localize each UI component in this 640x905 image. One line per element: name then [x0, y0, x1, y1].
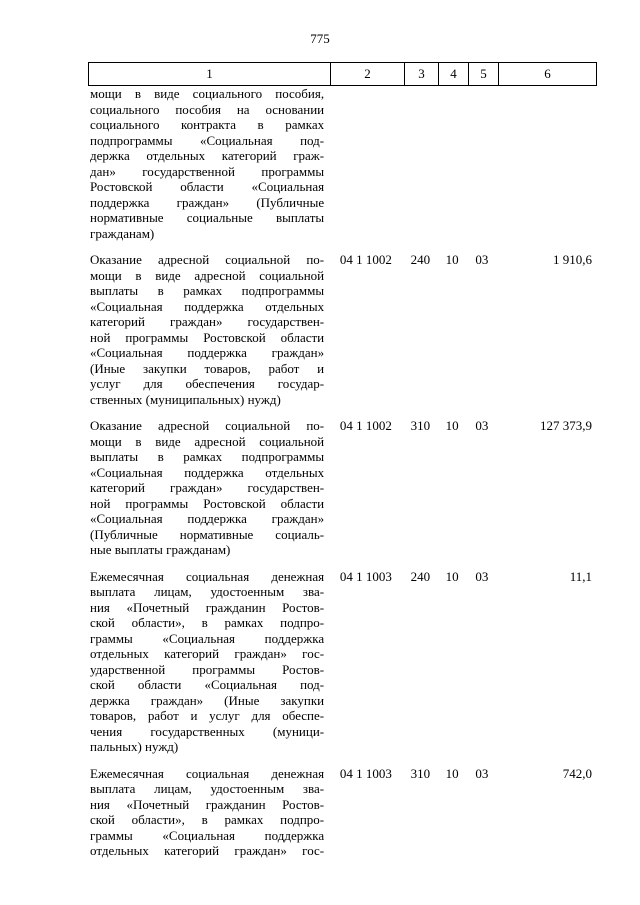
description-line: товаров, работ и услуг для обеспе-	[90, 708, 325, 723]
table-header	[88, 62, 597, 86]
description-line: «Социальная поддержка граждан»	[90, 511, 325, 526]
description-line: держка отдельных категорий граж-	[90, 148, 325, 163]
description-line: Ежемесячная социальная денежная	[90, 765, 325, 781]
table-row	[88, 569, 596, 755]
description-line: ственных (муниципальных) нужд)	[90, 391, 281, 407]
description-line: мощи в виде адресной социальной	[90, 433, 325, 449]
header-col-6: 6	[499, 63, 597, 85]
description-line: ской области», в рамках подпро-	[90, 812, 325, 827]
description-line: нормативные социальные выплаты	[90, 210, 325, 225]
table-row	[88, 766, 596, 859]
header-col-1: 1	[89, 63, 331, 85]
row-expense-type: 240	[410, 568, 431, 584]
description-line: мощи в виде социального пособия,	[90, 86, 325, 101]
row-section	[437, 86, 467, 241]
row-section: 10	[445, 568, 459, 584]
description-line: держка граждан» (Иные закупки	[90, 692, 325, 708]
row-section: 10	[445, 418, 459, 433]
row-description	[88, 86, 324, 241]
description-line: ные выплаты гражданам)	[90, 542, 231, 557]
table-row	[88, 86, 596, 241]
header-col-2: 2	[331, 63, 405, 85]
description-line: выплата лицам, удостоенным зва-	[90, 584, 325, 599]
description-line: социального контракта в рамках	[90, 117, 325, 132]
row-target-code: 04 1 1002	[339, 252, 392, 267]
row-description	[88, 252, 324, 407]
description-line: Оказание адресной социальной по-	[90, 418, 325, 433]
description-line: чения государственных (муници-	[90, 723, 325, 739]
description-line: граммы «Социальная поддержка	[90, 827, 325, 843]
row-amount: 1 910,6	[553, 252, 593, 267]
description-line: дан» государственной программы	[90, 163, 325, 179]
description-line: Оказание адресной социальной по-	[90, 252, 325, 267]
header-col-3: 3	[405, 63, 439, 85]
description-line: социального пособия на основании	[90, 101, 325, 117]
description-line: поддержка граждан» (Публичные	[90, 194, 325, 210]
description-line: категорий граждан» государствен-	[90, 314, 325, 329]
row-subsection: 03	[475, 418, 489, 433]
description-line: «Социальная поддержка отдельных	[90, 298, 325, 314]
row-description	[88, 569, 324, 755]
description-line: Ростовской области «Социальная	[90, 179, 325, 194]
row-amount: 742,0	[562, 765, 593, 781]
row-amount: 127 373,9	[540, 418, 593, 433]
row-target-code: 04 1 1002	[339, 418, 392, 433]
row-description	[88, 418, 324, 558]
row-expense-type: 310	[410, 765, 431, 781]
description-line: «Социальная поддержка граждан»	[90, 345, 325, 360]
row-expense-type: 240	[410, 252, 431, 267]
description-line: категорий граждан» государствен-	[90, 480, 325, 495]
description-line: ской области», в рамках подпро-	[90, 615, 325, 630]
header-col-5: 5	[469, 63, 499, 85]
description-line: выплата лицам, удостоенным зва-	[90, 781, 325, 796]
row-target-code: 04 1 1003	[339, 765, 392, 781]
row-subsection: 03	[475, 765, 489, 781]
description-line: отдельных категорий граждан» гос-	[90, 646, 325, 661]
description-line: отдельных категорий граждан» гос-	[90, 843, 325, 858]
description-line: выплаты в рамках подпрограммы	[90, 449, 325, 464]
description-line: ной программы Ростовской области	[90, 495, 325, 511]
description-line: мощи в виде адресной социальной	[90, 267, 325, 283]
row-subsection: 03	[475, 252, 489, 267]
description-line: (Иные закупки товаров, работ и	[90, 360, 325, 376]
header-col-4: 4	[439, 63, 469, 85]
page-number: 775	[310, 31, 330, 46]
row-target-code: 04 1 1003	[339, 568, 392, 584]
description-line: (Публичные нормативные социаль-	[90, 526, 325, 542]
row-amount	[497, 86, 596, 241]
description-line: ударственной программы Ростов-	[90, 661, 325, 677]
description-line: гражданам)	[90, 225, 155, 241]
table-row	[88, 252, 596, 407]
row-section: 10	[445, 252, 459, 267]
description-line: Ежемесячная социальная денежная	[90, 568, 325, 584]
table-body	[88, 86, 596, 870]
description-line: ской области «Социальная под-	[90, 677, 325, 692]
description-line: пальных) нужд)	[90, 739, 179, 754]
row-subsection: 03	[475, 568, 489, 584]
description-line: «Социальная поддержка отдельных	[90, 464, 325, 480]
row-expense-type: 310	[410, 418, 431, 433]
table-row	[88, 418, 596, 558]
row-description	[88, 766, 324, 859]
description-line: услуг для обеспечения государ-	[90, 376, 325, 391]
description-line: выплаты в рамках подпрограммы	[90, 283, 325, 298]
description-line: ния «Почетный гражданин Ростов-	[90, 599, 325, 615]
description-line: граммы «Социальная поддержка	[90, 630, 325, 646]
row-expense-type	[404, 86, 438, 241]
row-target-code	[324, 86, 403, 241]
row-amount: 11,1	[569, 568, 593, 584]
row-section: 10	[445, 765, 459, 781]
row-subsection	[467, 86, 497, 241]
description-line: ной программы Ростовской области	[90, 329, 325, 345]
description-line: подпрограммы «Социальная под-	[90, 132, 325, 148]
description-line: ния «Почетный гражданин Ростов-	[90, 796, 325, 812]
